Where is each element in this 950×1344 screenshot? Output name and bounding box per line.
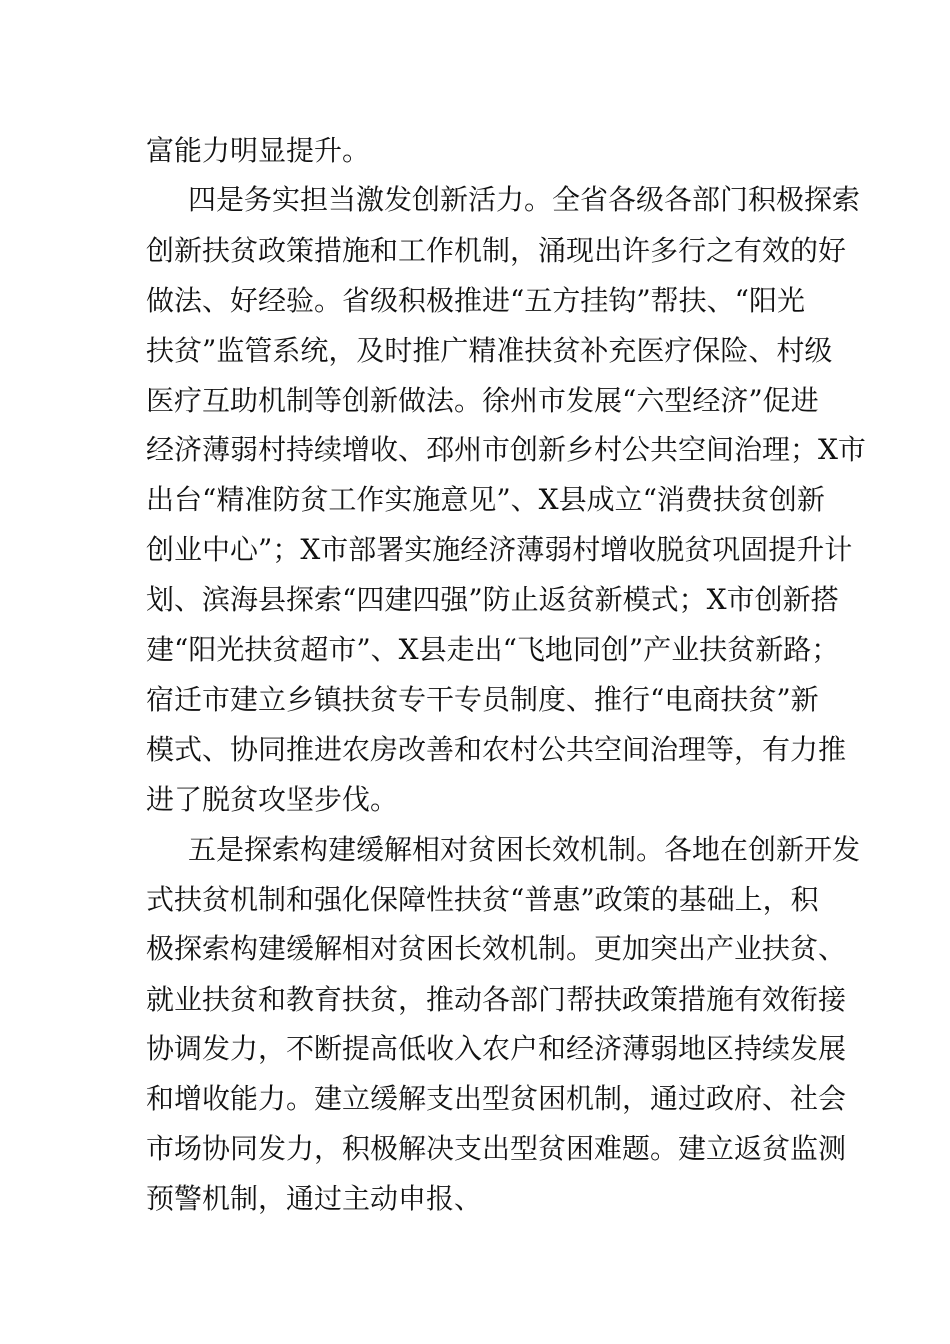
text-line: 富能力明显提升。 — [146, 134, 371, 167]
text-line: 创业中心”；X市部署实施经济薄弱村增收脱贫巩固提升计 — [146, 533, 853, 566]
text-line: 创新扶贫政策措施和工作机制，涌现出许多行之有效的好 — [146, 234, 847, 267]
text-line: 模式、协同推进农房改善和农村公共空间治理等，有力推 — [146, 733, 847, 766]
text-line: 预警机制，通过主动申报、 — [146, 1182, 483, 1215]
text-line: 极探索构建缓解相对贫困长效机制。更加突出产业扶贫、 — [146, 932, 847, 965]
text-line: 扶贫”监管系统，及时推广精准扶贫补充医疗保险、村级 — [146, 334, 833, 367]
text-line: 出台“精准防贫工作实施意见”、X县成立“消费扶贫创新 — [146, 483, 825, 516]
text-line: 做法、好经验。省级积极推进“五方挂钩”帮扶、“阳光 — [146, 284, 805, 317]
text-line: 式扶贫机制和强化保障性扶贫“普惠”政策的基础上，积 — [146, 883, 819, 916]
text-line: 和增收能力。建立缓解支出型贫困机制，通过政府、社会 — [146, 1082, 847, 1115]
text-line: 建“阳光扶贫超市”、X县走出“飞地同创”产业扶贫新路； — [146, 633, 840, 666]
text-line: 进了脱贫攻坚步伐。 — [146, 783, 399, 816]
paragraph-start-line: 五是探索构建缓解相对贫困长效机制。各地在创新开发 — [188, 833, 861, 866]
text-line: 经济薄弱村持续增收、邳州市创新乡村公共空间治理；X市 — [146, 433, 866, 466]
text-line: 划、滨海县探索“四建四强”防止返贫新模式；X市创新搭 — [146, 583, 839, 616]
paragraph-start-line: 四是务实担当激发创新活力。全省各级各部门积极探索 — [188, 183, 861, 216]
text-line: 市场协同发力，积极解决支出型贫困难题。建立返贫监测 — [146, 1132, 847, 1165]
text-line: 就业扶贫和教育扶贫，推动各部门帮扶政策措施有效衔接 — [146, 983, 847, 1016]
text-line: 宿迁市建立乡镇扶贫专干专员制度、推行“电商扶贫”新 — [146, 683, 819, 716]
text-line: 协调发力，不断提高低收入农户和经济薄弱地区持续发展 — [146, 1032, 847, 1065]
text-line: 医疗互助机制等创新做法。徐州市发展“六型经济”促进 — [146, 384, 819, 417]
